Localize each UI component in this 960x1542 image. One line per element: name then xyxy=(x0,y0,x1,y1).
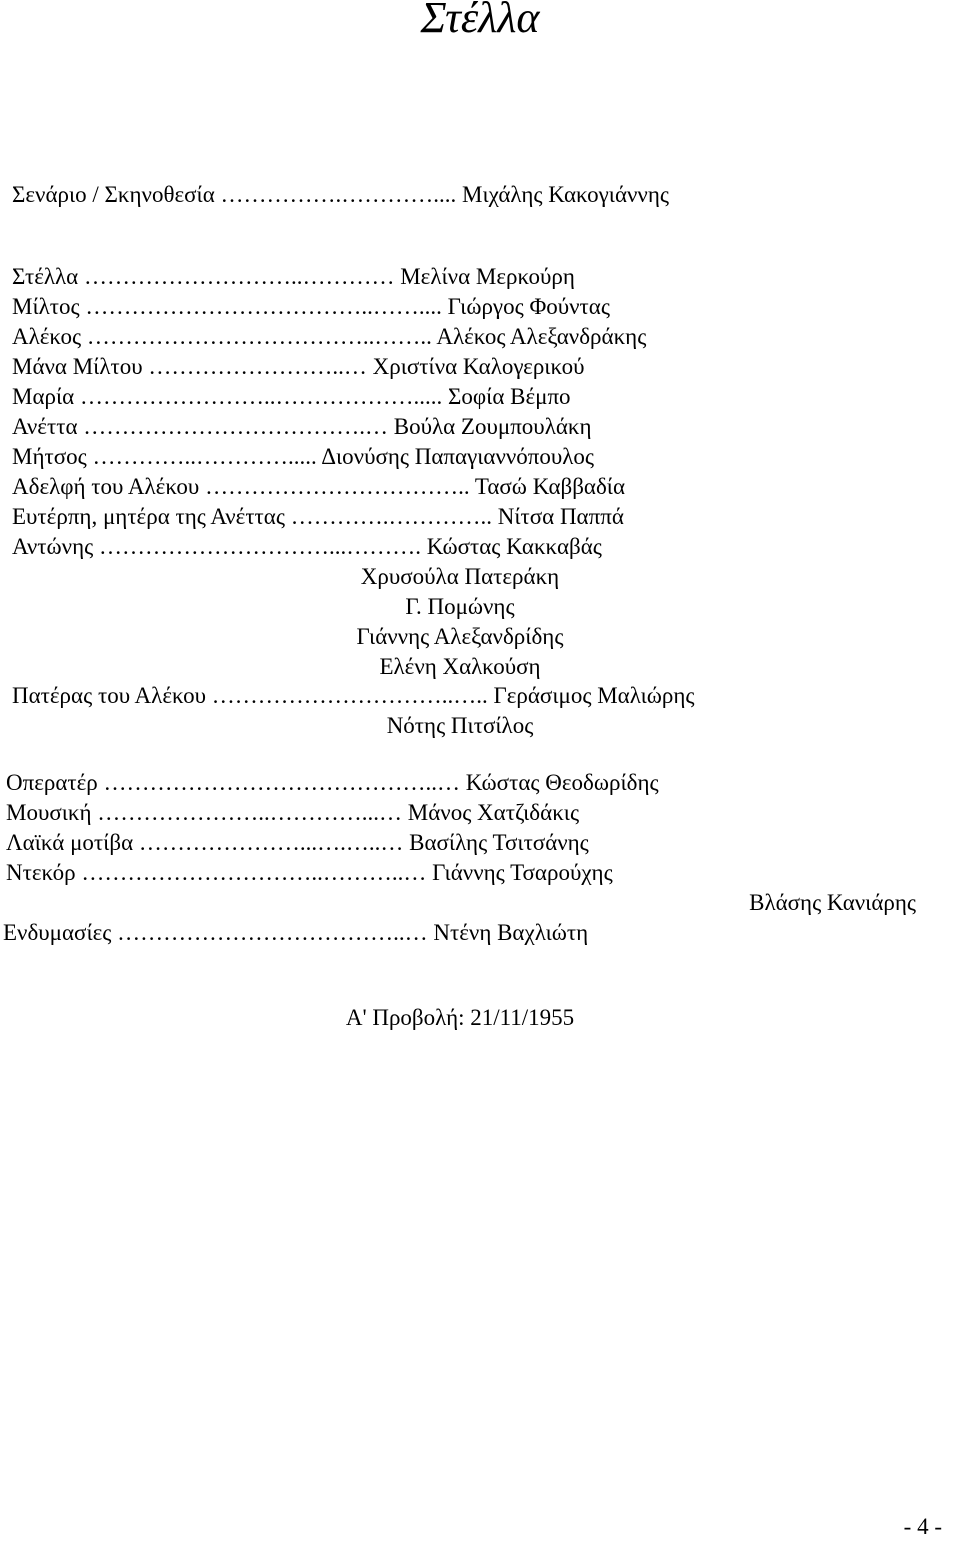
cast-extra-name: Ελένη Χαλκούση xyxy=(379,654,541,679)
premiere-date: Α' Προβολή: 21/11/1955 xyxy=(345,1005,575,1030)
cast-line: Μίλτος ………………………………..…….... Γιώργος Φούντας xyxy=(12,294,610,319)
cast-extra-name: Γιάννης Αλεξανδρίδης xyxy=(356,624,564,649)
page-number: - 4 - xyxy=(903,1514,942,1539)
cast-line: Μαρία ……………………..………………..... Σοφία Βέμπο xyxy=(12,384,571,409)
cast-extra-name: Νότης Πιτσίλος xyxy=(386,713,534,738)
cast-line: Μάνα Μίλτου ……………………..… Χριστίνα Καλογερικού xyxy=(12,354,585,379)
cast-line: Ανέττα ……………………………….… Βούλα Ζουμπουλάκη xyxy=(12,414,592,439)
page-title: Στέλλα xyxy=(420,0,540,42)
cast-extra-name: Χρυσούλα Πατεράκη xyxy=(360,564,560,589)
cast-line: Πατέρας του Αλέκου …………………………..….. Γεράσιμος Μαλιώρης xyxy=(12,683,695,708)
cast-line: Αλέκος ………………………………..…….. Αλέκος Αλεξανδράκης xyxy=(12,324,647,349)
cast-line: Αδελφή του Αλέκου …………………………….. Τασώ Καββαδία xyxy=(12,474,626,499)
crew-line: Ενδυμασίες ………………………………..… Ντένη Βαχλιώτη xyxy=(3,920,589,945)
cast-extra-name: Γ. Πομώνης xyxy=(405,594,515,619)
cast-line: Ευτέρπη, μητέρα της Ανέττας ………….………….. Νίτσα Παππά xyxy=(12,504,624,529)
crew-line: Μουσική …………………..…………...… Μάνος Χατζιδάκις xyxy=(6,800,580,825)
cast-line: Μήτσος …………..…………..... Διονύσης Παπαγιαννόπουλος xyxy=(12,444,595,469)
crew-line: Οπερατέρ ……………………………………..… Κώστας Θεοδωρίδης xyxy=(6,770,659,795)
crew-line: Λαϊκά μοτίβα …………………...….…..… Βασίλης Τσιτσάνης xyxy=(6,830,589,855)
cast-line: Στέλλα ………………………..………… Μελίνα Μερκούρη xyxy=(12,264,575,289)
crew-line: Ντεκόρ …………………………..………..… Γιάννης Τσαρούχης xyxy=(6,860,613,885)
cast-line: Αντώνης …………………………...………. Κώστας Κακκαβάς xyxy=(12,534,602,559)
crew-extra-name: Βλάσης Κανιάρης xyxy=(749,890,916,915)
credit-direction: Σενάριο / Σκηνοθεσία …………….………….... Μιχάλης Κακογιάννης xyxy=(12,182,669,207)
